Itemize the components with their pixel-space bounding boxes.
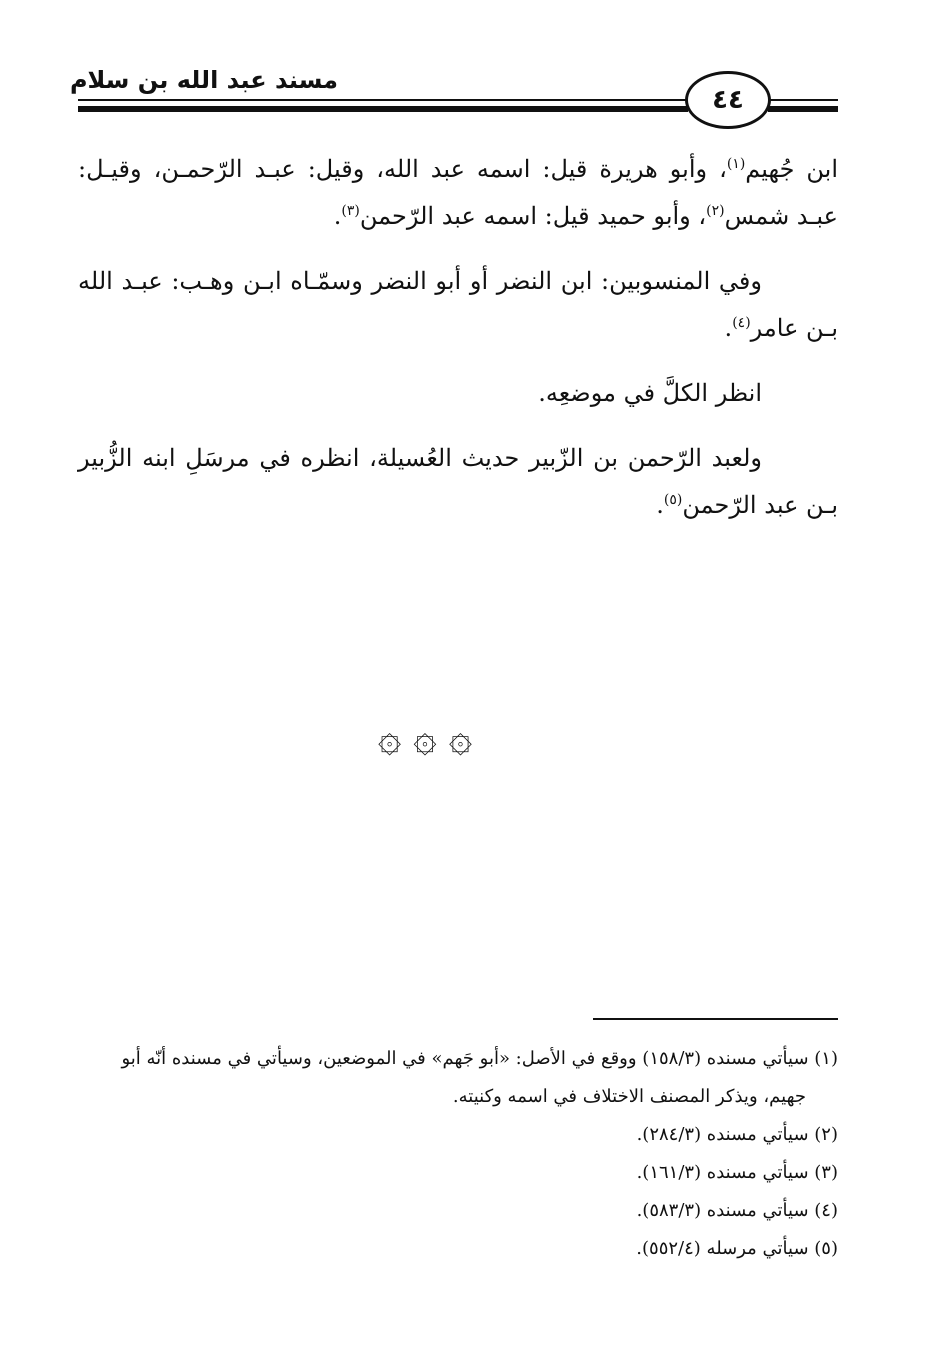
footnotes xyxy=(78,1040,838,1268)
text-run: ، وأبو حميد قيل: اسمه عبد الرّحمن xyxy=(359,202,707,230)
page-number: ٤٤ xyxy=(712,85,744,115)
flower-ornament-icon: ۞ xyxy=(377,715,402,761)
section-ornament xyxy=(335,713,515,763)
text-run: . xyxy=(724,314,733,342)
footnote-line: جهيم، ويذكر المصنف الاختلاف في اسمه وكنيته. xyxy=(452,1086,806,1107)
footnote-separator xyxy=(593,1018,838,1020)
flower-ornament-icon: ۞ xyxy=(448,715,473,761)
text-run: . xyxy=(656,491,664,519)
footnote-line: (١) سيأتي مسنده (١٥٨/٣) ووقع في الأصل: «أبو جَهم» في الموضعين، وسيأتي في مسنده أنّه أبو xyxy=(121,1048,838,1069)
header-title: مسند عبد الله بن سلام xyxy=(69,66,338,94)
header-rule-bottom xyxy=(78,106,688,112)
paragraph xyxy=(78,435,838,529)
text-run: ولعبد الرّحمن بن الزّبير حديث العُسيلة، انظره في مرسَلِ ابنه الزُّبير بـن عبد الرّحمن xyxy=(78,444,838,519)
text-run: وفي المنسوبين: ابن النضر أو أبو النضر وسمّـاه ابـن وهـب: عبـد الله بـن عامر xyxy=(78,267,838,342)
footnote-ref[interactable]: (٥) xyxy=(663,492,683,508)
header-rule-right-top xyxy=(768,99,838,101)
main-text xyxy=(78,146,838,547)
header-rule-right-bottom xyxy=(768,106,838,112)
page-number-badge xyxy=(685,71,771,129)
header-rule-top xyxy=(78,99,688,101)
footnote-ref[interactable]: (٢) xyxy=(706,203,725,219)
footnote: (٥) سيأتي مرسله (٥٥٢/٤). xyxy=(636,1238,838,1259)
flower-ornament-icon: ۞ xyxy=(413,715,437,761)
footnote-ref[interactable]: (١) xyxy=(726,156,746,172)
footnote xyxy=(78,1040,838,1116)
paragraph xyxy=(78,146,838,240)
paragraph xyxy=(78,370,838,417)
text-run: ابن جُهيم xyxy=(745,155,839,183)
text-run: ، وأبو هريرة قيل: اسمه عبد الله، وقيل: عبـد الرّحمـن، وقيـل: عبـد شمس xyxy=(78,155,838,230)
footnote: (٤) سيأتي مسنده (٥٨٣/٣). xyxy=(636,1200,838,1221)
footnote: (٢) سيأتي مسنده (٢٨٤/٣). xyxy=(636,1124,838,1145)
paragraph xyxy=(78,258,838,352)
footnote-ref[interactable]: (٤) xyxy=(732,315,751,331)
footnote: (٣) سيأتي مسنده (١٦١/٣). xyxy=(636,1162,838,1183)
text-run: . xyxy=(333,202,342,230)
text-run: انظر الكلَّ في موضعِه. xyxy=(538,379,762,407)
footnote-ref[interactable]: (٣) xyxy=(341,203,360,219)
